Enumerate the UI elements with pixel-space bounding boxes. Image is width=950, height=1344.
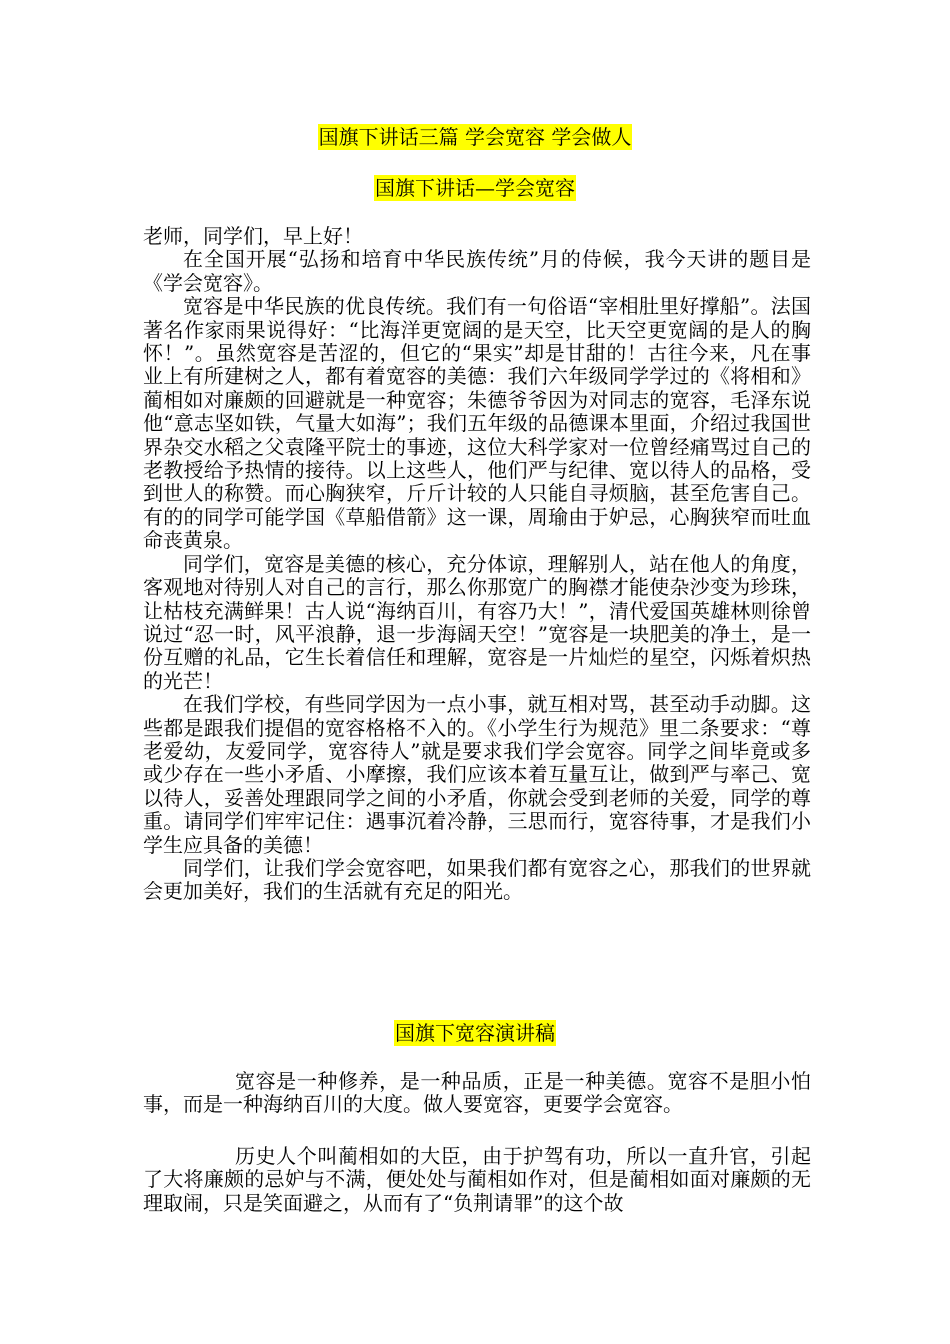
section1-body <box>143 225 811 904</box>
main-title-text: 国旗下讲话三篇 学会宽容 学会做人 <box>318 125 632 149</box>
section2-title-text: 国旗下宽容演讲稿 <box>395 1021 555 1045</box>
paragraph: 历史人个叫蔺相如的大臣，由于护驾有功，所以一直升官，引起了大将廉颇的忌妒与不满，便处处与蔺相如作对，但是蔺相如面对廉颇的无理取闹，只是笑面避之，从而有了“负荆请罪”的这个故 <box>143 1144 811 1215</box>
section1-title <box>0 175 950 201</box>
paragraph: 同学们，让我们学会宽容吧，如果我们都有宽容之心，那我们的世界就会更加美好，我们的生活就有充足的阳光。 <box>143 855 811 904</box>
section2-title <box>0 1020 950 1046</box>
main-title <box>0 124 950 150</box>
paragraph: 同学们，宽容是美德的核心，充分体谅，理解别人，站在他人的角度，客观地对待别人对自己的言行，那么你那宽广的胸襟才能使杂沙变为珍珠，让枯枝充满鲜果！古人说“海纳百川，有容乃大！”，清代爱国英雄林则徐曾说过“忍一时，风平浪静，退一步海阔天空！”宽容是一块肥美的净土，是一份互赠的礼品，它生长着信任和理解，宽容是一片灿烂的星空，闪烁着炽热的光芒！ <box>143 551 811 693</box>
paragraph: 在全国开展“弘扬和培育中华民族传统”月的侍候，我今天讲的题目是《学会宽容》。 <box>143 247 811 295</box>
section1-title-text: 国旗下讲话—学会宽容 <box>375 176 575 200</box>
greeting: 老师，同学们，早上好！ <box>143 224 363 248</box>
section2-paragraph-2 <box>143 1145 811 1215</box>
paragraph: 宽容是中华民族的优良传统。我们有一句俗语“宰相肚里好撑船”。法国著名作家雨果说得好：“比海洋更宽阔的是天空，比天空更宽阔的是人的胸怀！”。虽然宽容是苦涩的，但它的“果实”却是甘甜的！古往今来，凡在事业上有所建树之人，都有着宽容的美德：我们六年级同学学过的《将相和》蔺相如对廉颇的回避就是一种宽容；朱德爷爷因为对同志的宽容，毛泽东说他“意志坚如铁，气量大如海”；我们五年级的品德课本里面，介绍过我国世界杂交水稻之父袁隆平院士的事迹，这位大科学家对一位曾经痛骂过自己的老教授给予热情的接待。以上这些人，他们严与纪律、宽以待人的品格，受到世人的称赞。而心胸狭窄，斤斤计较的人只能自寻烦脑，甚至危害自己。有的的同学可能学国《草船借箭》这一课，周瑜由于妒忌，心胸狭窄而吐血命丧黄泉。 <box>143 294 811 553</box>
section2-paragraph-1 <box>143 1070 811 1117</box>
paragraph: 宽容是一种修养，是一种品质，正是一种美德。宽容不是胆小怕事，而是一种海纳百川的大度。做人要宽容，更要学会宽容。 <box>143 1069 811 1117</box>
paragraph: 在我们学校，有些同学因为一点小事，就互相对骂，甚至动手动脚。这些都是跟我们提倡的宽容格格不入的。《小学生行为规范》里二条要求：“尊老爱幼，友爱同学，宽容待人”就是要求我们学会宽容。同学之间毕竟或多或少存在一些小矛盾、小摩擦，我们应该本着互量互让，做到严与率己、宽以待人，妥善处理跟同学之间的小矛盾，你就会受到老师的关爱，同学的尊重。请同学们牢牢记住：遇事沉着冷静，三思而行，宽容待事，才是我们小学生应具备的美德！ <box>143 692 811 857</box>
